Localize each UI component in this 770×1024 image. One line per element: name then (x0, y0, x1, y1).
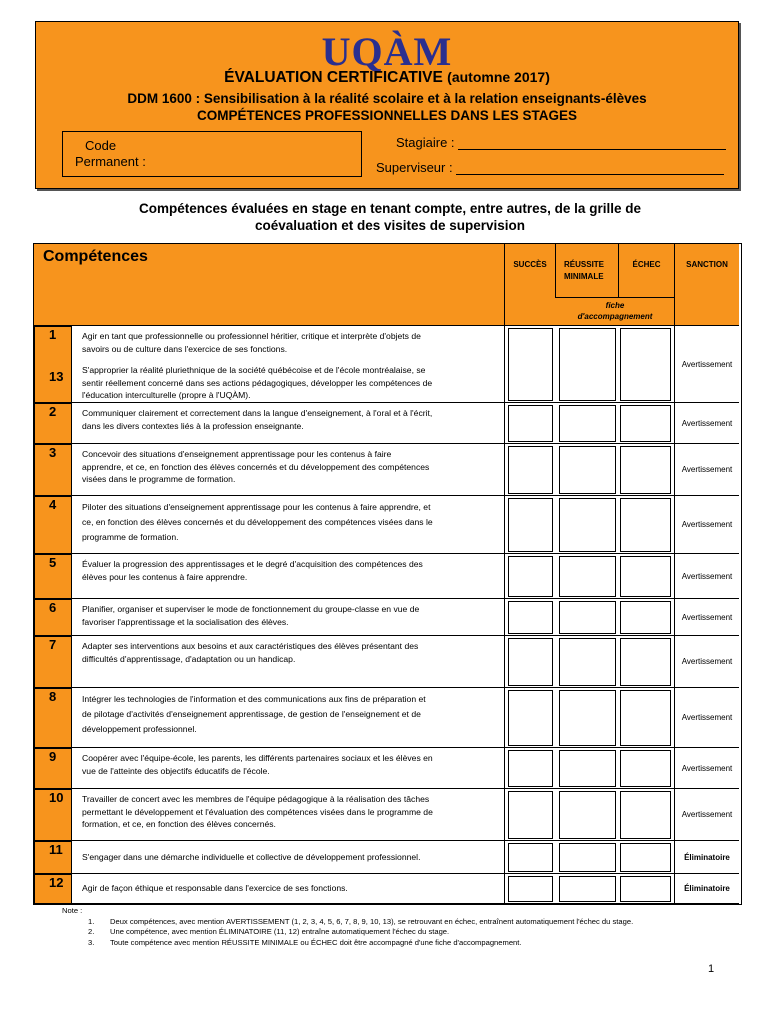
description-line: sentir réellement concerné dans ses actions pédagogiques, développer les compétences de (82, 377, 433, 388)
succes-box[interactable] (508, 638, 553, 686)
description-line: Planifier, organiser et superviser le mode de fonctionnement du groupe-classe en vue de (82, 604, 420, 614)
description-line: dans les divers contextes liés à la profession enseignante. (82, 420, 304, 431)
competence-description (82, 752, 502, 777)
col-echec: ÉCHEC (632, 260, 661, 269)
competence-number: 12 (49, 875, 64, 890)
reussite-minimale-box[interactable] (559, 791, 616, 839)
succes-box[interactable] (508, 446, 553, 494)
section-title: COMPÉTENCES PROFESSIONNELLES DANS LES STAGES (196, 108, 578, 123)
competence-number-cell (34, 688, 72, 748)
note-item (62, 938, 762, 949)
sanction-value: Éliminatoire (684, 884, 730, 893)
document-title (36, 69, 738, 87)
sanction-value: Avertissement (681, 810, 733, 819)
sanction-value: Éliminatoire (684, 853, 730, 862)
succes-box[interactable] (508, 405, 553, 442)
permanent-label: Permanent : (75, 154, 146, 169)
col-reussite-line1: RÉUSSITE (564, 260, 605, 269)
reussite-minimale-box[interactable] (559, 498, 616, 552)
divider (674, 244, 675, 325)
competence-number: 3 (49, 445, 57, 460)
echec-box[interactable] (620, 601, 671, 634)
description-line: permettant le développement et l'évaluation des compétences visées dans le programme de (82, 806, 433, 817)
divider (674, 841, 675, 874)
stagiaire-blank[interactable] (458, 137, 726, 150)
succes-box[interactable] (508, 601, 553, 634)
competence-number-cell (34, 874, 72, 904)
description-line: vue de l'atteinte des objectifs éducatifs de l'école. (82, 765, 270, 776)
echec-box[interactable] (620, 638, 671, 686)
divider (504, 748, 505, 789)
divider (674, 599, 675, 636)
competence-number-cell (34, 444, 72, 496)
sanction-value: Avertissement (681, 572, 733, 581)
fiche-line1: fiche (605, 301, 625, 310)
code-permanent-box[interactable] (62, 131, 362, 177)
divider (504, 599, 505, 636)
note-number: 1. (88, 916, 95, 926)
description-line: Évaluer la progression des apprentissages et le degré d'acquisition des compétences des (82, 559, 423, 569)
echec-box[interactable] (620, 405, 671, 442)
description-line: ce, en fonction des élèves concernés et du développement des compétences visées dans le (82, 517, 433, 527)
sanction-value: Avertissement (681, 465, 733, 474)
description-line: Agir de façon éthique et responsable dans l'exercice de ses fonctions. (82, 883, 348, 893)
competences-table (33, 243, 742, 905)
competence-description (82, 558, 502, 583)
competence-description (82, 603, 502, 628)
divider (674, 636, 675, 688)
description-line: Intégrer les technologies de l'information et des communications aux fins de préparation et (82, 694, 426, 704)
note-text: Deux compétences, avec mention AVERTISSEMENT (1, 2, 3, 4, 5, 6, 7, 8, 9, 10, 13), se retrouvant en échec, entraînent automatiquement l'échec du stage. (110, 916, 634, 926)
divider (504, 636, 505, 688)
code-permanent-label (75, 138, 146, 170)
description-line: Piloter des situations d'enseignement apprentissage pour les contenus à faire apprendre, et (82, 502, 431, 512)
echec-box[interactable] (620, 750, 671, 787)
reussite-minimale-box[interactable] (559, 405, 616, 442)
description-line: formation, et ce, en fonction des élèves concernés. (82, 819, 276, 830)
intro-line: Compétences évaluées en stage en tenant compte, entre autres, de la grille de (139, 201, 641, 216)
competence-description (82, 640, 502, 665)
competence-description (82, 407, 502, 432)
table-row (34, 688, 739, 748)
table-row (34, 403, 739, 444)
table-row (34, 636, 739, 688)
description-line: savoirs ou de culture dans l'exercice de ses fonctions. (82, 343, 288, 354)
note-number: 3. (88, 937, 95, 947)
stagiaire-label: Stagiaire : (396, 135, 455, 150)
reussite-minimale-box[interactable] (559, 690, 616, 746)
table-row (34, 874, 739, 904)
echec-box[interactable] (620, 446, 671, 494)
sanction-value: Avertissement (681, 713, 733, 722)
competence-number-cell (34, 326, 72, 403)
course-title: DDM 1600 : Sensibilisation à la réalité scolaire et à la relation enseignants-élèves (127, 91, 647, 106)
divider (34, 903, 739, 904)
description-line: S'engager dans une démarche individuelle et collective de développement professionnel. (82, 852, 421, 862)
table-row (34, 599, 739, 636)
table-row (34, 789, 739, 841)
echec-box[interactable] (620, 876, 671, 902)
description-line: difficultés d'apprentissage, d'adaptation ou un handicap. (82, 653, 296, 664)
echec-box[interactable] (620, 498, 671, 552)
description-line: Adapter ses interventions aux besoins et aux caractéristiques des élèves présentant des (82, 641, 419, 651)
title-sub: (automne 2017) (447, 69, 550, 85)
succes-box[interactable] (508, 498, 553, 552)
competence-description (82, 448, 502, 486)
competence-number-cell (34, 403, 72, 444)
superviseur-blank[interactable] (456, 162, 724, 175)
competence-number-cell (34, 599, 72, 636)
description-line: Travailler de concert avec les membres de l'équipe pédagogique à la réalisation des tâches (82, 794, 430, 804)
competence-description (82, 882, 502, 895)
competence-number-cell (34, 636, 72, 688)
echec-box[interactable] (620, 690, 671, 746)
divider (504, 688, 505, 748)
reussite-minimale-box[interactable] (559, 446, 616, 494)
divider (674, 874, 675, 904)
succes-box[interactable] (508, 690, 553, 746)
page-number: 1 (708, 963, 715, 975)
table-row (34, 496, 739, 554)
reussite-minimale-box[interactable] (559, 843, 616, 872)
title-main: ÉVALUATION CERTIFICATIVE (224, 69, 443, 86)
competence-number: 11 (49, 842, 63, 857)
sanction-value: Avertissement (681, 360, 733, 369)
divider (674, 748, 675, 789)
succes-box[interactable] (508, 791, 553, 839)
divider (674, 789, 675, 841)
divider (674, 688, 675, 748)
divider (674, 326, 675, 403)
echec-box[interactable] (620, 328, 671, 401)
competence-number: 13 (49, 369, 64, 384)
competence-description (82, 793, 502, 831)
table-row (34, 326, 739, 403)
description-line: l'éducation interculturelle (propre à l'UQÀM). (82, 390, 251, 401)
competence-number-cell (34, 748, 72, 789)
notes-list (62, 917, 762, 949)
competence-number: 1 (49, 327, 57, 342)
divider (674, 554, 675, 599)
table-heading: Compétences (43, 248, 148, 265)
divider (674, 403, 675, 444)
competence-number-cell (34, 554, 72, 599)
code-label: Code (85, 138, 117, 153)
note-item (62, 917, 762, 928)
col-succes: SUCCÈS (513, 260, 547, 269)
reussite-minimale-box[interactable] (559, 638, 616, 686)
divider (504, 789, 505, 841)
description-line: développement professionnel. (82, 724, 197, 734)
sanction-value: Avertissement (681, 520, 733, 529)
echec-box[interactable] (620, 791, 671, 839)
sanction-value: Avertissement (681, 613, 733, 622)
competence-number: 7 (49, 637, 57, 652)
competence-number: 9 (49, 749, 57, 764)
succes-box[interactable] (508, 876, 553, 902)
superviseur-label: Superviseur : (376, 160, 453, 175)
note-text: Une compétence, avec mention ÉLIMINATOIRE (11, 12) entraîne automatiquement l'échec du stage. (110, 927, 450, 936)
col-reussite (556, 259, 616, 283)
competence-description (82, 500, 502, 545)
description-line: Coopérer avec l'équipe-école, les parents, les différents partenaires sociaux et les élèves en (82, 753, 433, 763)
reussite-minimale-box[interactable] (559, 556, 616, 597)
divider (555, 297, 674, 298)
competence-number: 6 (49, 600, 57, 615)
col-sanction: SANCTION (686, 260, 728, 269)
table-row (34, 554, 739, 599)
table-row (34, 748, 739, 789)
competence-number-cell (34, 496, 72, 554)
description-line: S'approprier la réalité pluriethnique de la société québécoise et de l'école montréalaise, se (82, 365, 426, 375)
description-line: Concevoir des situations d'enseignement apprentissage pour les contenus à faire (82, 449, 392, 459)
description-line: de pilotage d'activités d'enseignement apprentissage, de gestion de l'enseignement et de (82, 709, 421, 719)
fiche-accompagnement (556, 300, 674, 322)
intro-text (40, 200, 740, 234)
stagiaire-field[interactable] (396, 135, 736, 150)
reussite-minimale-box[interactable] (559, 750, 616, 787)
note-item (62, 927, 762, 938)
divider (504, 496, 505, 554)
description-line: visées dans le programme de formation. (82, 474, 236, 485)
divider (504, 244, 505, 325)
col-reussite-line2: MINIMALE (564, 272, 604, 281)
table-row (34, 841, 739, 874)
description-line: apprendre, et ce, en fonction des élèves concernés et du développement des compétences (82, 461, 430, 472)
reussite-minimale-box[interactable] (559, 601, 616, 634)
header-box (35, 21, 739, 189)
reussite-minimale-box[interactable] (559, 328, 616, 401)
competence-number: 2 (49, 404, 57, 419)
description-line: Agir en tant que professionnelle ou professionnel héritier, critique et interprète d'objets de (82, 331, 421, 341)
divider (504, 874, 505, 904)
reussite-minimale-box[interactable] (559, 876, 616, 902)
divider (504, 841, 505, 874)
fiche-line2: d'accompagnement (577, 312, 653, 321)
competence-description (82, 364, 502, 402)
succes-box[interactable] (508, 556, 553, 597)
divider (504, 326, 505, 403)
echec-box[interactable] (620, 843, 671, 872)
succes-box[interactable] (508, 750, 553, 787)
sanction-value: Avertissement (681, 419, 733, 428)
competence-description (82, 851, 502, 864)
sanction-value: Avertissement (681, 657, 733, 666)
uqam-logo: UQÀM (321, 29, 453, 74)
note-text: Toute compétence avec mention RÉUSSITE MINIMALE ou ÉCHEC doit être accompagné d'une fiche d'accompagnement. (110, 937, 522, 947)
succes-box[interactable] (508, 843, 553, 872)
note-number: 2. (88, 927, 95, 936)
competence-number-cell (34, 841, 72, 874)
divider (674, 444, 675, 496)
description-line: Communiquer clairement et correctement dans la langue d'enseignement, à l'oral et à l'écrit, (82, 408, 433, 418)
competence-number-cell (34, 789, 72, 841)
echec-box[interactable] (620, 556, 671, 597)
competence-description (82, 692, 502, 737)
competence-description (82, 330, 502, 355)
notes (62, 906, 762, 948)
notes-label: Note : (62, 906, 83, 915)
divider (504, 444, 505, 496)
divider (504, 403, 505, 444)
description-line: programme de formation. (82, 532, 179, 542)
intro-line: coévaluation et des visites de supervision (254, 218, 526, 233)
superviseur-field[interactable] (376, 160, 736, 175)
competence-number: 10 (49, 790, 64, 805)
description-line: élèves pour les contenus à faire apprendre. (82, 571, 248, 582)
competence-number: 5 (49, 555, 57, 570)
competence-number: 8 (49, 689, 57, 704)
succes-box[interactable] (508, 328, 553, 401)
table-row (34, 444, 739, 496)
description-line: favoriser l'apprentissage et la socialisation des élèves. (82, 616, 289, 627)
divider (504, 554, 505, 599)
divider (674, 496, 675, 554)
competence-number: 4 (49, 497, 57, 512)
sanction-value: Avertissement (681, 764, 733, 773)
